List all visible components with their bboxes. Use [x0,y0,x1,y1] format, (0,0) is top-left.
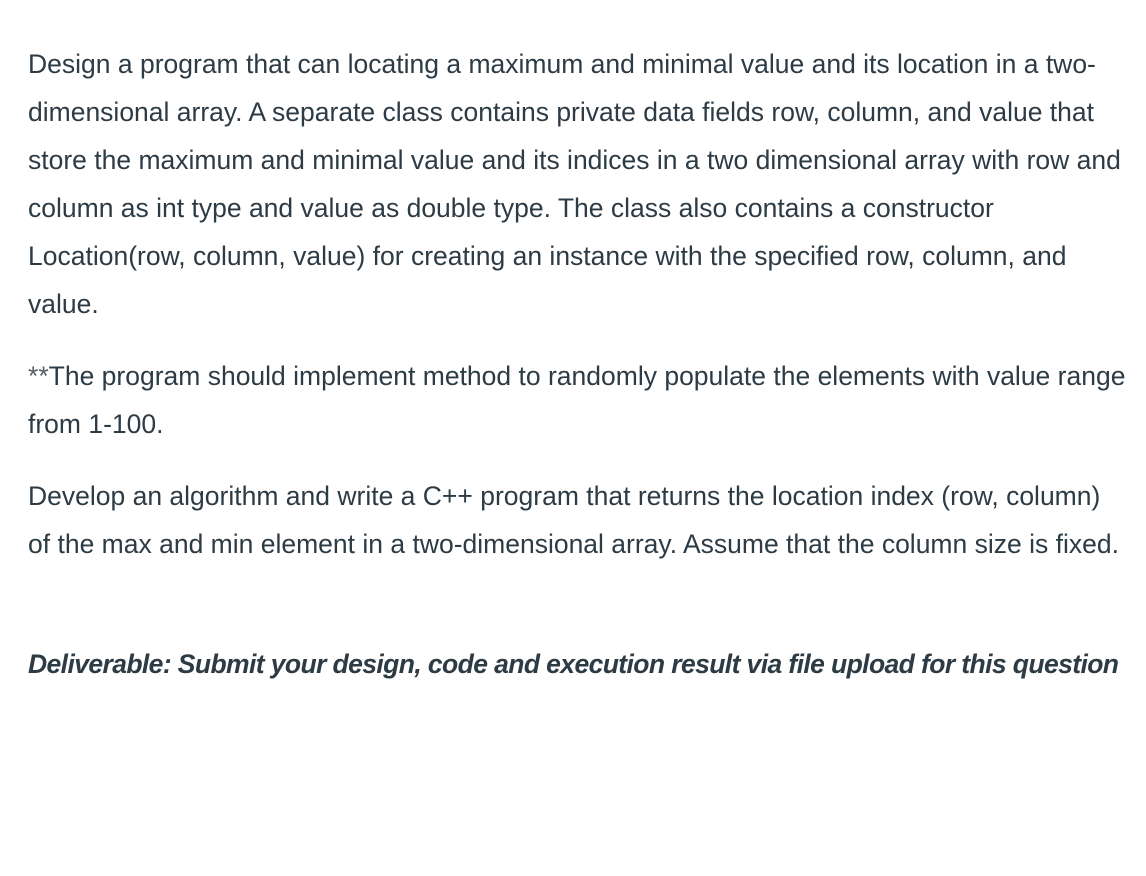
paragraph-algorithm: Develop an algorithm and write a C++ program that returns the location index (row, column) of the max and min element in a two-dimensional array. Assume that the column size is fixed. [28,481,1119,559]
paragraph-design: Design a program that can locating a maximum and minimal value and its location in a two-dimensional array. A separate class contains private data fields row, column, and value that store the maximum and minimal value and its indices in a two dimensional array with row and column as int type and value as double type. The class also contains a constructor Location(row, column, value) for creating an instance with the specified row, column, and value. [28,49,1121,319]
paragraph-populate-text: The program should implement method to randomly populate the elements with value range from 1-100. [28,361,1126,439]
asterisk-prefix: ** [28,361,49,391]
paragraph-populate [28,352,1128,448]
paragraph-deliverable: Deliverable: Submit your design, code and execution result via file upload for this question [28,649,1119,679]
question-body [28,40,1128,688]
